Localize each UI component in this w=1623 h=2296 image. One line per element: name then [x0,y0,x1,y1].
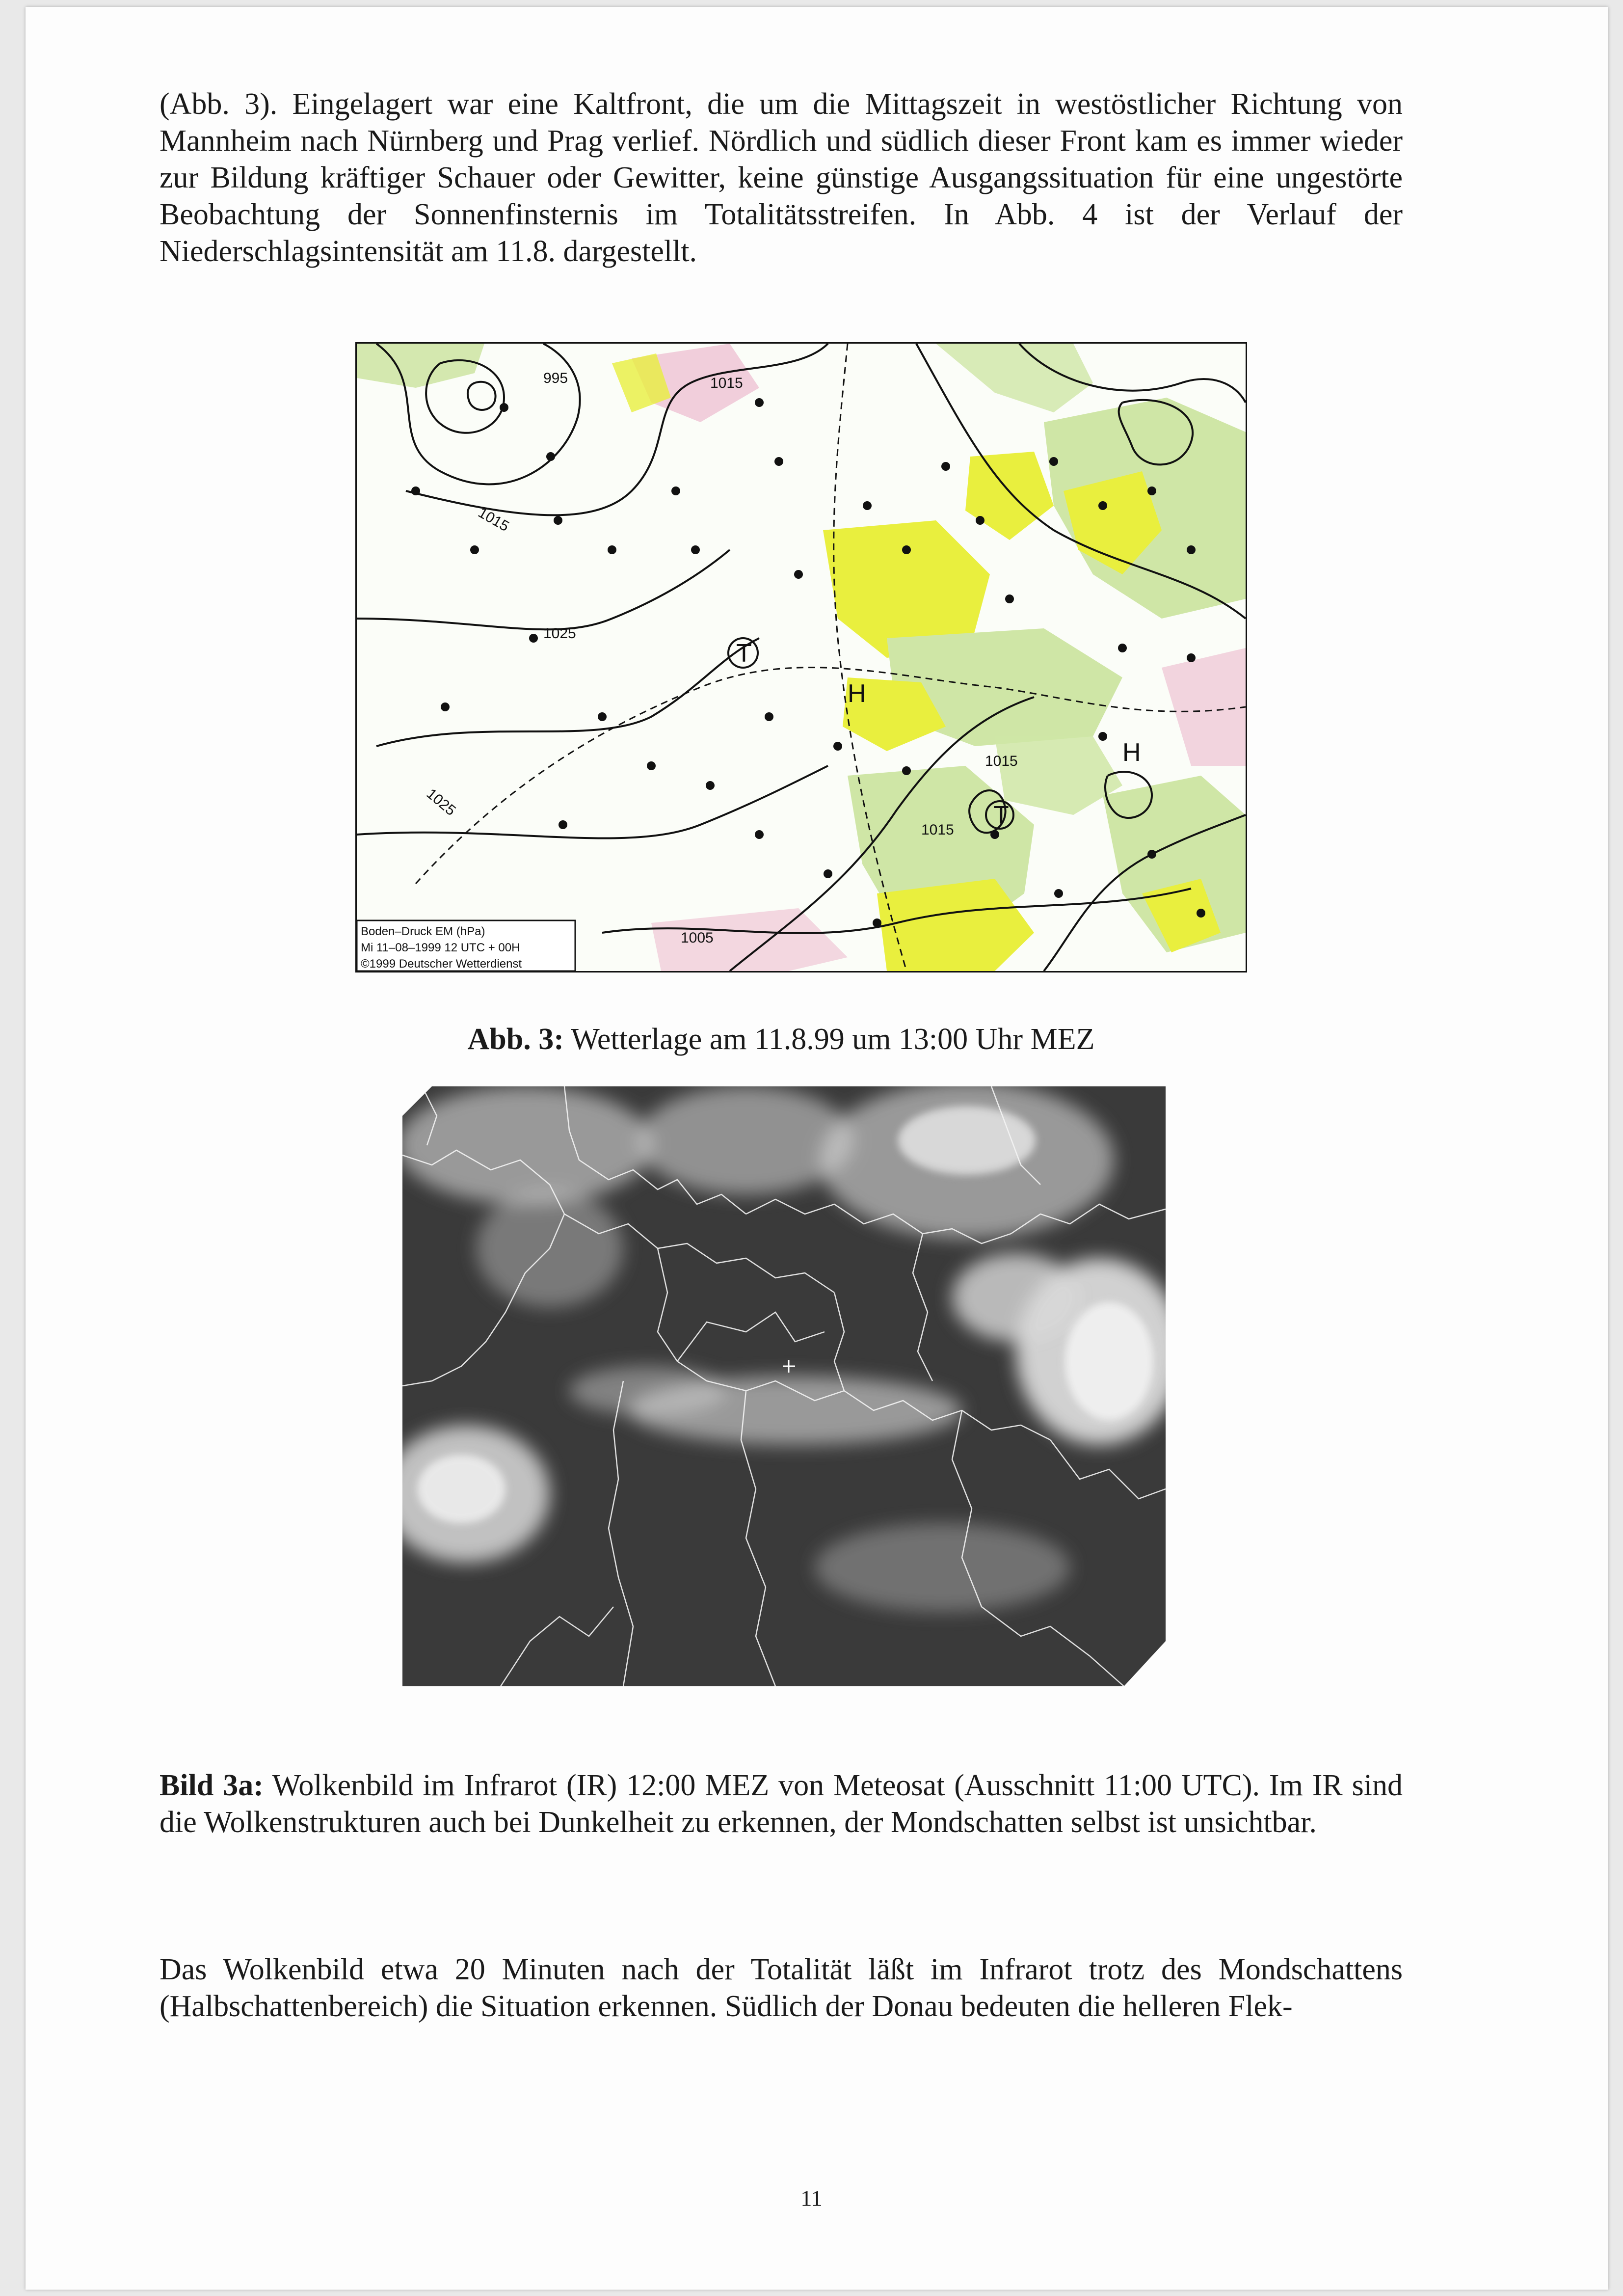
satellite-image-figure [402,1086,1166,1686]
precip-areas [357,344,1246,971]
isobar-label: 1025 [423,785,459,819]
map-legend [357,920,575,971]
caption-bild3a [160,1767,1403,1841]
paragraph-top: (Abb. 3). Eingelagert war eine Kaltfront, die um die Mittagszeit in westöstlicher Richtung von Mannheim nach Nürnberg und Prag verlief. Nördlich und südlich dieser Front kam es immer wieder zur Bildung kräftiger Schauer oder Gewitter, keine günstige Ausgangssituation für eine ungestörte Beobachtung der Sonnenfinsternis im Totalitätsstreifen. In Abb. 4 ist der Verlauf der Niederschlagsintensität am 11.8. dargestellt. [160,87,1403,268]
pressure-center-low: T [993,801,1009,830]
isobar-label: 1015 [921,822,954,838]
caption-label: Abb. 3: [467,1023,564,1056]
pressure-center-high: H [848,679,866,708]
legend-line: Mi 11–08–1999 12 UTC + 00H [361,941,520,954]
isobar-label: 1015 [475,504,512,535]
legend-line: ©1999 Deutscher Wetterdienst [361,957,522,971]
legend-line: Boden–Druck EM (hPa) [361,925,485,938]
caption-text: Wolkenbild im Infrarot (IR) 12:00 MEZ von Meteosat (Ausschnitt 11:00 UTC). Im IR sind die Wolkenstrukturen auch bei Dunkelheit zu erkennen, der Mondschatten selbst ist unsichtbar. [160,1769,1403,1839]
isobar-label: 1025 [543,625,576,642]
weather-map-svg [357,344,1246,971]
paragraph-bottom: Das Wolkenbild etwa 20 Minuten nach der Totalität läßt im Infrarot trotz des Mondschattens (Halbschattenbereich) die Situation erkennen. Südlich der Donau bedeuten die helleren Flek- [160,1953,1403,2023]
pressure-center-low: T [736,639,752,668]
caption-label: Bild 3a: [160,1769,264,1802]
page-number: 11 [800,2186,823,2211]
caption-abb3 [160,1021,1403,1058]
isobar-label: 995 [543,370,568,386]
pressure-center-high: H [1122,738,1141,767]
weather-map-figure [355,342,1247,972]
isobar-label: 1005 [681,930,714,946]
isobar-label: 1015 [710,375,743,391]
satellite-image-svg [402,1086,1166,1686]
isobar-label: 1015 [985,753,1018,769]
caption-text: Wetterlage am 11.8.99 um 13:00 Uhr MEZ [563,1023,1095,1056]
